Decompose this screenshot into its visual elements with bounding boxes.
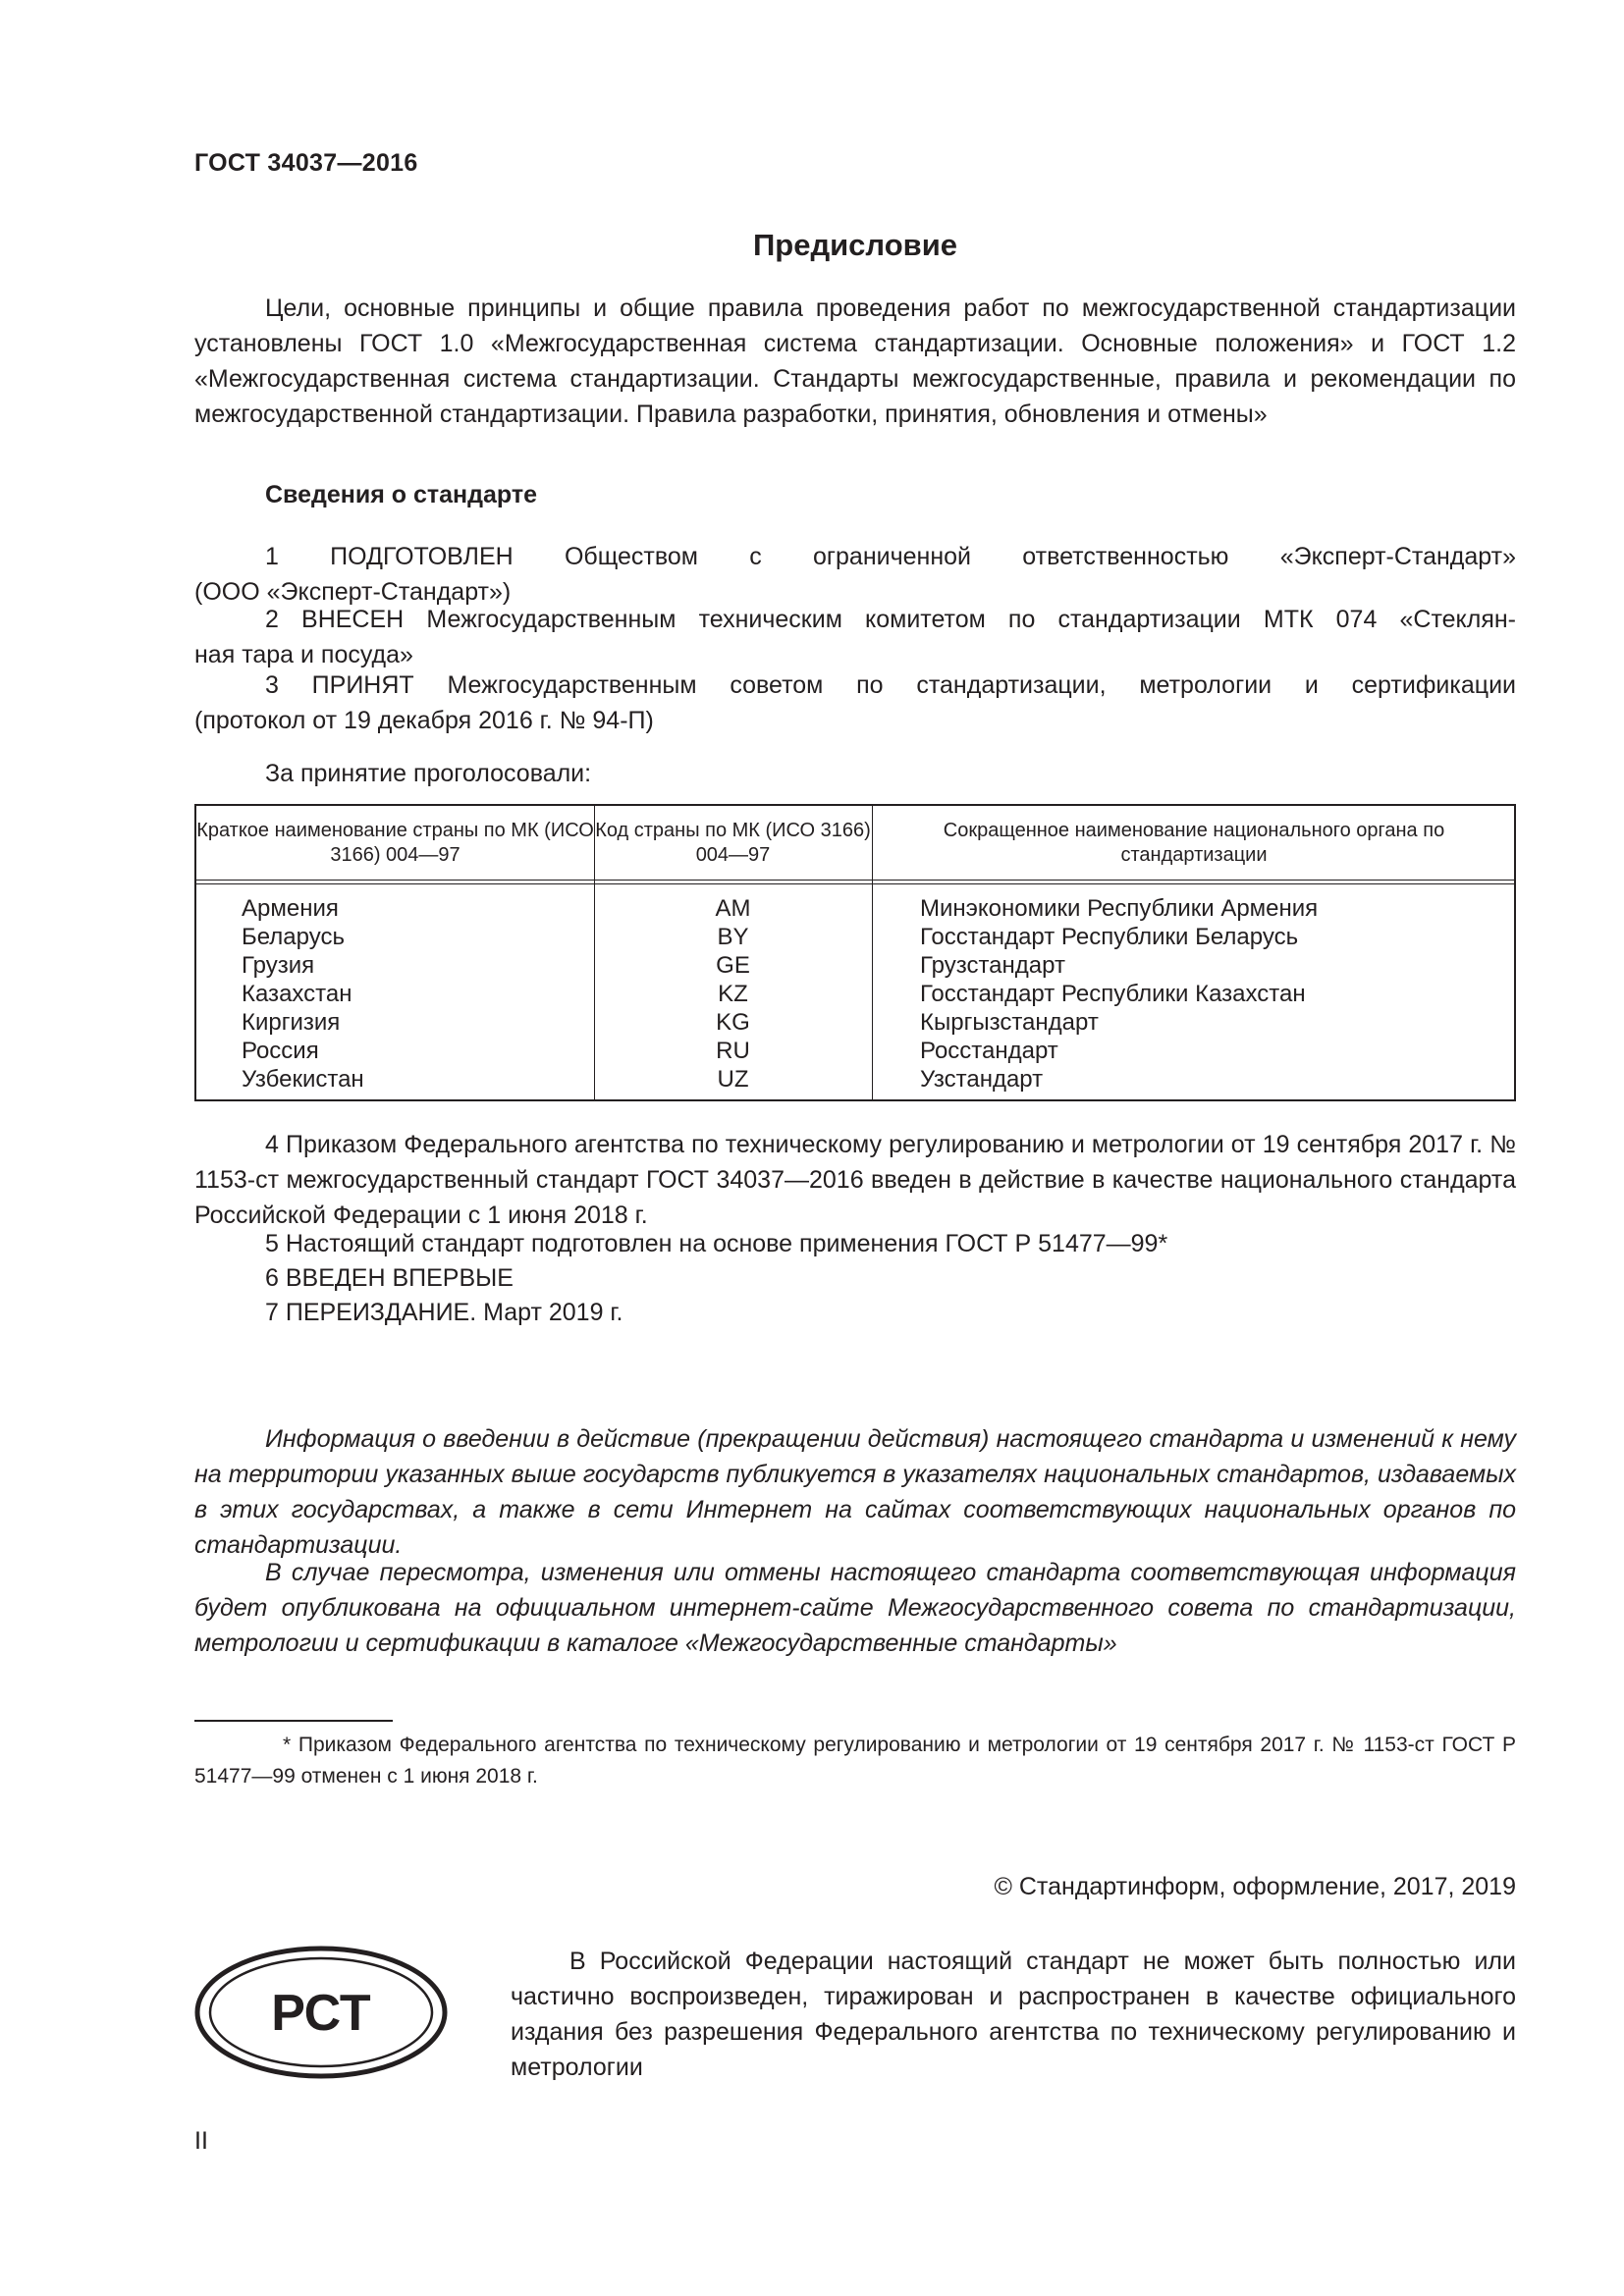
table-cell-body: Росстандарт [920,1038,1058,1064]
item-1-line-1 [194,539,1516,574]
table-cell-code: BY [717,924,749,950]
body-column [920,894,1318,1094]
table-cell-body: Госстандарт Республики Казахстан [920,981,1306,1007]
item-4-text: 4 Приказом Федерального агентства по техническому регулированию и метрологии от 19 сентября 2017 г. № 1153-ст межгосударственный стандарт ГОСТ 34037—2016 введен в действие в качестве национального стандарта Российской Федерации с 1 июня 2018 г. [194,1131,1516,1229]
table-cell-country: Грузия [242,952,315,979]
item-1-text: 1 ПОДГОТОВЛЕН Обществом с ограниченной ответственностью «Эксперт-Стандарт» [265,543,1516,570]
table-cell-code: RU [716,1038,750,1064]
info-text-2: В случае пересмотра, изменения или отмены настоящего стандарта соответствующая информация будет опубликована на официальном интернет-сайте Межгосударственного совета по стандартизации, метрологии и сертификации в каталоге «Межгосударственные стандарты» [194,1559,1516,1657]
table-cell-country: Беларусь [242,924,345,950]
item-1-line-2: (ООО «Эксперт-Стандарт») [194,578,512,606]
table-cell-country: Россия [242,1038,319,1064]
footnote [194,1730,1516,1792]
table-cell-code: UZ [717,1066,749,1093]
footnote-rule [194,1720,393,1722]
table-header-rule [196,880,1514,884]
voting-table [194,804,1516,1101]
table-cell-body: Грузстандарт [920,952,1065,979]
table-cell-country: Армения [242,895,339,922]
item-4-paragraph [194,1127,1516,1233]
table-cell-country: Казахстан [242,981,352,1007]
item-6: 6 ВВЕДЕН ВПЕРВЫЕ [265,1264,514,1292]
item-2-text: 2 ВНЕСЕН Межгосударственным техническим комитетом по стандартизации МТК 074 «Стеклян- [265,606,1516,633]
info-paragraph-2 [194,1555,1516,1661]
table-cell-body: Кыргызстандарт [920,1009,1099,1036]
table-divider [872,806,873,1099]
logo-text: РСТ [271,1985,371,2042]
document-code: ГОСТ 34037—2016 [194,149,418,177]
code-column [594,894,872,1094]
table-cell-country: Киргизия [242,1009,341,1036]
table-cell-body: Госстандарт Республики Беларусь [920,924,1299,950]
table-header-country: Краткое наименование страны по МК (ИСО 3166) 004—97 [196,819,594,866]
table-header-code: Код страны по МК (ИСО 3166) 004—97 [595,819,871,866]
item-5: 5 Настоящий стандарт подготовлен на основе применения ГОСТ Р 51477—99* [265,1230,1168,1257]
country-column [242,894,364,1094]
table-cell-body: Минэкономики Республики Армения [920,895,1319,922]
item-3-line-1 [194,667,1516,703]
info-paragraph-1 [194,1421,1516,1563]
section-heading: Сведения о стандарте [265,481,538,508]
table-cell-code: GE [716,952,750,979]
vote-intro: За принятие проголосовали: [265,760,592,787]
table-header-body: Сокращенное наименование национального органа по стандартизации [943,819,1445,866]
table-cell-body: Узстандарт [920,1066,1044,1093]
rights-notice [511,1944,1516,2085]
table-cell-country: Узбекистан [242,1066,364,1093]
page-number: II [194,2127,208,2155]
intro-paragraph [194,291,1516,432]
footnote-text: * Приказом Федерального агентства по техническому регулированию и метрологии от 19 сентября 2017 г. № 1153-ст ГОСТ Р 51477—99 отменен с 1 июня 2018 г. [194,1734,1516,1788]
table-cell-code: AM [715,895,751,922]
page-title: Предисловие [752,228,957,262]
intro-text: Цели, основные принципы и общие правила проведения работ по межгосударственной стандартизации установлены ГОСТ 1.0 «Межгосударственная система стандартизации. Основные положения» и ГОСТ 1.2 «Межгосударственная система стандартизации. Стандарты межгосударственные, правила и рекомендации по межгосударственной стандартизации. Правила разработки, принятия, обновления и отмены» [194,294,1516,428]
table-cell-code: KZ [718,981,748,1007]
info-text-1: Информация о введении в действие (прекращении действия) настоящего стандарта и изменений к нему на территории указанных выше государств публикуется в указателях национальных стандартов, издаваемых в этих государствах, а также в сети Интернет на сайтах соответствующих национальных органов по стандартизации. [194,1425,1516,1559]
item-3-line-2: (протокол от 19 декабря 2016 г. № 94-П) [194,707,654,734]
rst-logo [194,1946,448,2079]
table-cell-code: KG [716,1009,750,1036]
item-2-line-2: ная тара и посуда» [194,641,413,668]
rights-text: В Российской Федерации настоящий стандарт не может быть полностью или частично воспроизведен, тиражирован и распространен в качестве официального издания без разрешения Федерального агентства по техническому регулированию и метрологии [511,1948,1516,2081]
copyright: © Стандартинформ, оформление, 2017, 2019 [994,1873,1516,1900]
item-2-line-1 [194,602,1516,637]
item-3-text: 3 ПРИНЯТ Межгосударственным советом по стандартизации, метрологии и сертификации [265,671,1516,699]
item-7: 7 ПЕРЕИЗДАНИЕ. Март 2019 г. [265,1299,623,1326]
